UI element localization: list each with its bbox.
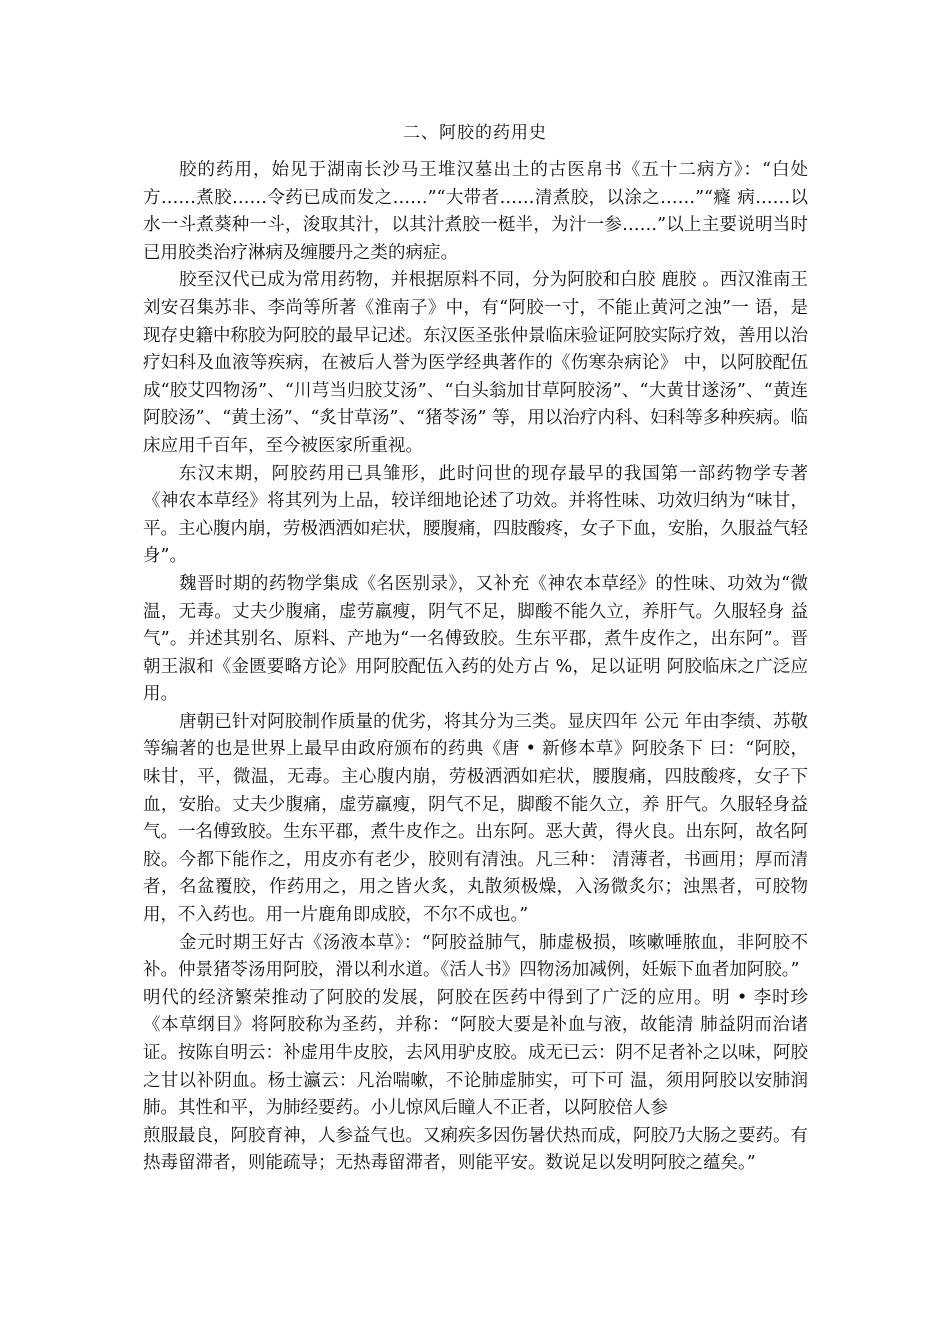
paragraph-early-use: 胶的药用，始见于湖南长沙马王堆汉墓出土的古医帛书《五十二病方》：“白处方……煮胶……令药已成而发之……”“大带者……清煮胶，以涂之……”“癃 病……以水一斗煮葵种一斗，浚取其汁，以其汁煮胶一梃半，为汁一参……”以上主要说明当时已用胶类治疗淋病及缠腰丹之类的病症。 (143, 160, 808, 263)
paragraph-han-dynasty: 胶至汉代已成为常用药物，并根据原料不同，分为阿胶和白胶 鹿胶 。西汉淮南王刘安召集苏非、李尚等所著《淮南子》中，有“阿胶一寸，不能止黄河之浊”一 语，是现存史籍中称胶为阿胶的最早记述。东汉医圣张仲景临床验证阿胶实际疗效，善用以治疗妇科及血液等疾病，在被后人誉为医学经典著作的《伤寒杂病论》 中，以阿胶配伍成“胶艾四物汤”、“川芎当归胶艾汤”、“白头翁加甘草阿胶汤”、“大黄甘遂汤”、“黄连阿胶汤”、“黄土汤”、“炙甘草汤”、“猪苓汤” 等，用以治疗内科、妇科等多种疾病。临床应用千百年，至今被医家所重视。 (143, 270, 808, 456)
paragraph-wei-jin: 魏晋时期的药物学集成《名医别录》，又补充《神农本草经》的性味、功效为“微温，无毒。丈夫少腹痛，虚劳羸瘦，阴气不足，脚酸不能久立，养肝气。久服轻身 益气”。并述其别名、原料、产地为“一名傅致胶。生东平郡，煮牛皮作之，出东阿”。晋朝王淑和《金匮要略方论》用阿胶配伍入药的处方占 %，足以证明 阿胶临床之广泛应用。 (143, 573, 808, 705)
paragraph-ming-continued: 煎服最良，阿胶育神，人参益气也。又痢疾多因伤暑伏热而成，阿胶乃大肠之要药。有热毒留滞者，则能疏导；无热毒留滞者，则能平安。数说足以发明阿胶之蕴矣。” (143, 1125, 808, 1174)
paragraph-late-eastern-han: 东汉末期，阿胶药用已具雏形，此时问世的现存最早的我国第一部药物学专著《神农本草经》将其列为上品，较详细地论述了功效。并将性味、功效归纳为“味甘，平。主心腹内崩，劳极洒洒如疟状，腰腹痛，四肢酸疼，女子下血，安胎，久服益气轻身”。 (143, 463, 808, 567)
document-body (143, 157, 808, 1178)
section-title: 二、阿胶的药用史 (403, 123, 547, 143)
paragraph-jin-yuan: 金元时期王好古《汤液本草》：“阿胶益肺气，肺虚极损，咳嗽唾脓血，非阿胶不补。仲景猪苓汤用阿胶，滑以利水道。《活人书》四物汤加减例，妊娠下血者加阿胶。” (143, 932, 808, 981)
paragraph-ming-dynasty: 明代的经济繁荣推动了阿胶的发展，阿胶在医药中得到了广泛的应用。明 • 李时珍《本草纲目》将阿胶称为圣药，并称：“阿胶大要是补血与液，故能清 肺益阴而治诸证。按陈自明云：补虚用牛皮胶，去风用驴皮胶。成无已云：阴不足者补之以味，阿胶之甘以补阴血。杨士瀛云：凡治喘嗽，不论肺虚肺实，可下可 温，须用阿胶以安肺润肺。其性和平，为肺经要药。小儿惊风后瞳人不正者，以阿胶倍人参 (143, 987, 808, 1119)
paragraph-tang-dynasty: 唐朝已针对阿胶制作质量的优劣，将其分为三类。显庆四年 公元 年由李绩、苏敬等编著的也是世界上最早由政府颁布的药典《唐 • 新修本草》阿胶条下 曰：“阿胶，味甘，平，微温，无毒。主心腹内崩，劳极洒洒如疟状，腰腹痛，四肢酸疼，女子下血，安胎。丈夫少腹痛，虚劳羸瘦，阴气不足，脚酸不能久立，养 肝气。久服轻身益气。一名傅致胶。生东平郡，煮牛皮作之。出东阿。恶大黄，得火良。出东阿，故名阿胶。今都下能作之，用皮亦有老少，胶则有清浊。凡三种： 清薄者，书画用；厚而清者，名盆覆胶，作药用之，用之皆火炙，丸散须极燥，入汤微炙尔；浊黑者，可胶物用，不入药也。用一片鹿角即成胶，不尔不成也。” (143, 711, 808, 926)
